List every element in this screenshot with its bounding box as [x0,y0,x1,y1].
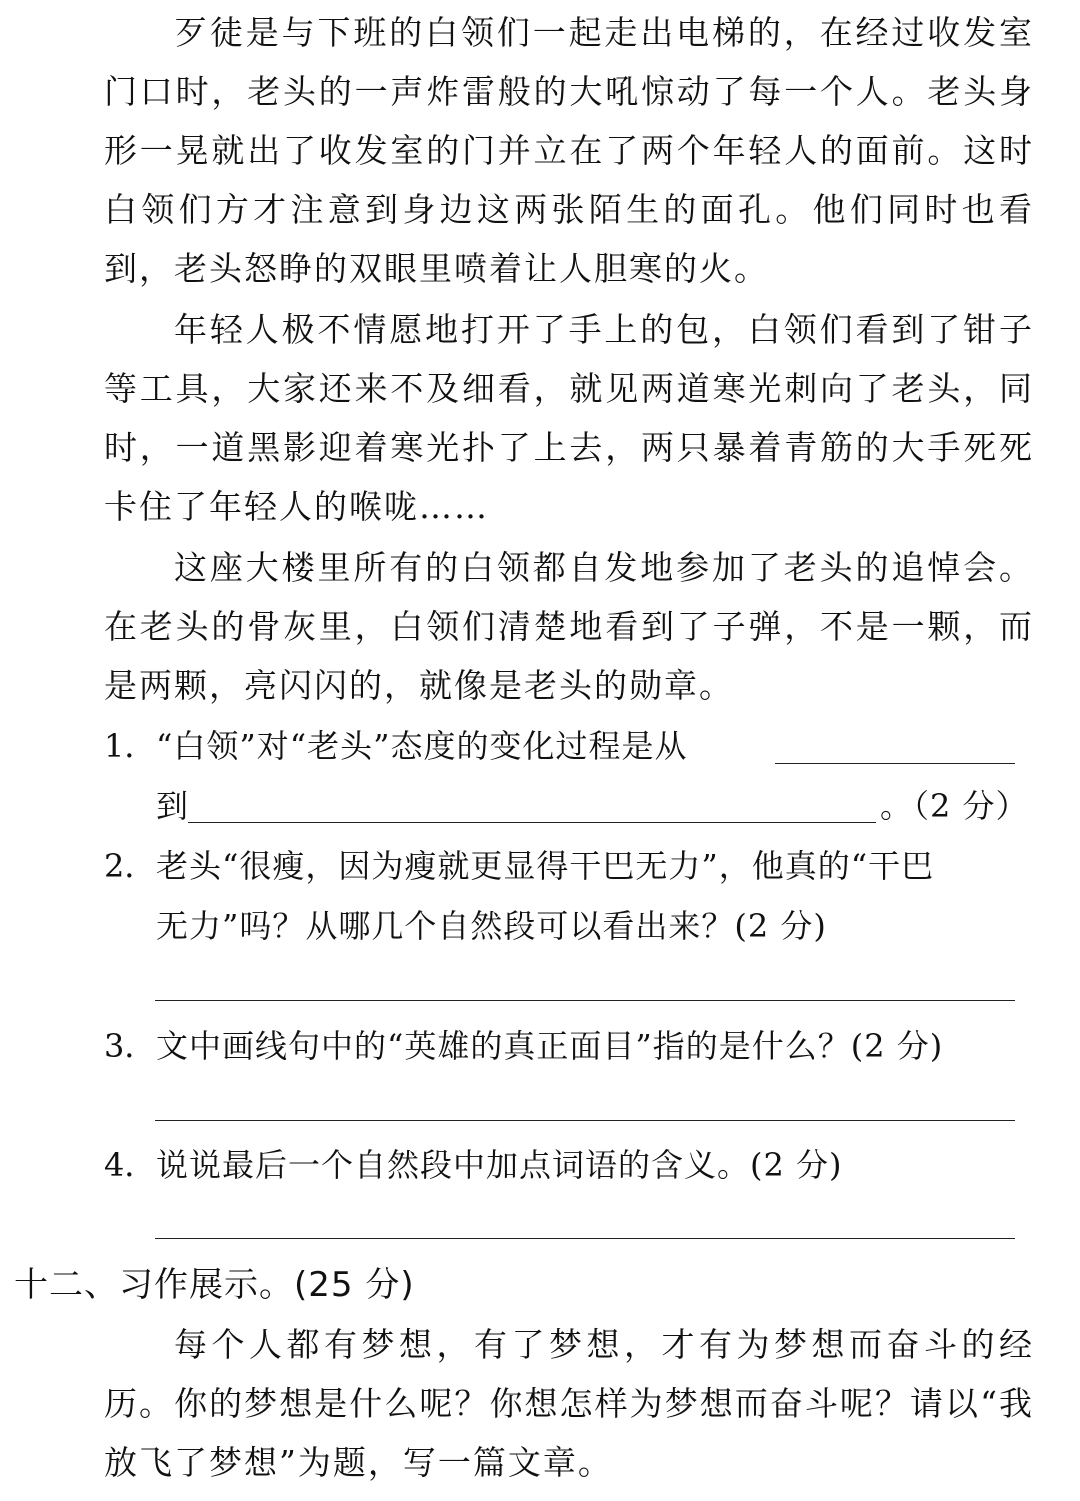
answer-blank-1b[interactable] [188,822,876,823]
question-number: 4． [104,1146,157,1184]
passage-paragraph-3: 这座大楼里所有的白领都自发地参加了老头的追悼会。在老头的骨灰里，白领们清楚地看到了子弹，不是一颗，而是两颗，亮闪闪的，就像是老头的勋章。 [104,548,1034,705]
question-text: 老头“很瘦，因为瘦就更显得干巴无力”，他真的“干巴 [156,847,935,885]
question-text: “白领”对“老头”态度的变化过程是从 [156,727,688,765]
question-text: 文中画线句中的“英雄的真正面目”指的是什么？(2 分) [156,1027,944,1065]
question-number: 1． [104,727,157,765]
answer-line-4[interactable] [155,1238,1015,1239]
question-score: 。（2 分） [880,787,1029,825]
answer-line-2[interactable] [155,1000,1015,1001]
question-number: 2． [104,847,157,885]
section-heading: 十二、习作展示。(25 分) [14,1265,415,1305]
passage-paragraph-2: 年轻人极不情愿地打开了手上的包，白领们看到了钳子等工具，大家还来不及细看，就见两道寒光刺向了老头，同时，一道黑影迎着寒光扑了上去，两只暴着青筋的大手死死卡住了年轻人的喉咙…… [104,310,1034,526]
question-text: 说说最后一个自然段中加点词语的含义。(2 分) [156,1146,843,1184]
question-number: 3． [104,1027,157,1065]
question-text-prefix: 到 [156,787,190,825]
passage-paragraph-1: 歹徒是与下班的白领们一起走出电梯的，在经过收发室门口时，老头的一声炸雷般的大吼惊动了每一个人。老头身形一晃就出了收发室的门并立在了两个年轻人的面前。这时白领们方才注意到身边这两张陌生的面孔。他们同时也看到，老头怒睁的双眼里喷着让人胆寒的火。 [104,13,1034,288]
question-text: 无力”吗？从哪几个自然段可以看出来？(2 分) [156,907,827,945]
writing-prompt: 每个人都有梦想，有了梦想，才有为梦想而奋斗的经历。你的梦想是什么呢？你想怎样为梦想而奋斗呢？请以“我放飞了梦想”为题，写一篇文章。 [104,1325,1034,1482]
answer-line-3[interactable] [155,1120,1015,1121]
answer-blank-1a[interactable] [775,763,1015,764]
